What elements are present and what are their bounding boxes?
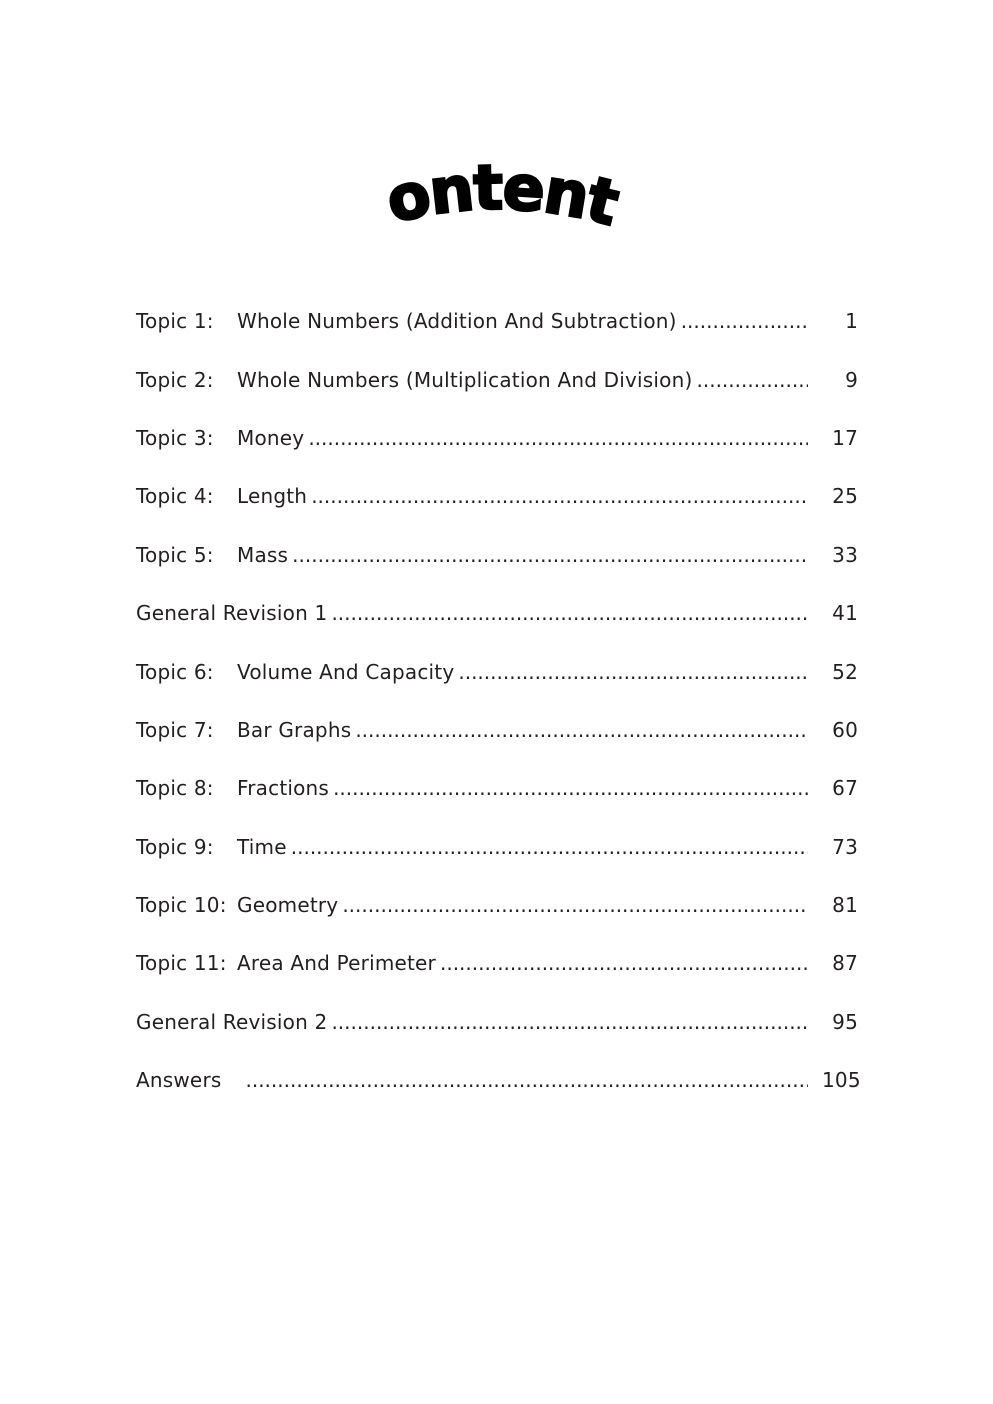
contents-heading-textpath: Contents (344, 92, 624, 240)
toc-topic-title: Length (237, 484, 308, 509)
toc-topic-label: Topic 2: (136, 367, 214, 392)
toc-dot-leader (355, 720, 808, 740)
toc-topic-title: Mass (237, 542, 289, 567)
table-of-contents (136, 292, 861, 1109)
toc-topic-title: Whole Numbers (Multiplication And Division) (237, 367, 693, 392)
toc-dot-leader (458, 662, 808, 682)
toc-row[interactable] (136, 818, 858, 876)
toc-page-number: 52 (832, 659, 858, 684)
toc-dot-leader (681, 311, 808, 331)
toc-row[interactable] (136, 701, 858, 759)
toc-topic-label: Topic 10: (136, 893, 227, 918)
toc-row[interactable] (136, 1051, 861, 1109)
toc-row[interactable] (136, 642, 858, 700)
toc-topic-label: Topic 9: (136, 834, 214, 859)
toc-row[interactable] (136, 292, 858, 350)
toc-dot-leader (697, 370, 809, 390)
toc-dot-leader (440, 953, 808, 973)
toc-topic-label: Topic 11: (136, 951, 227, 976)
toc-row[interactable] (136, 526, 858, 584)
toc-dot-leader (291, 837, 808, 857)
toc-section-label: Answers (136, 1068, 222, 1093)
toc-row[interactable] (136, 759, 858, 817)
toc-row[interactable] (136, 350, 858, 408)
toc-topic-title: Time (237, 834, 287, 859)
toc-page-number: 95 (832, 1009, 858, 1034)
toc-dot-leader (311, 486, 808, 506)
toc-topic-label: Topic 4: (136, 484, 214, 509)
toc-topic-label: Topic 8: (136, 776, 214, 801)
toc-page-number: 9 (845, 367, 858, 392)
toc-dot-leader (292, 545, 808, 565)
toc-row[interactable] (136, 467, 858, 525)
toc-topic-label: Topic 7: (136, 717, 214, 742)
toc-row[interactable] (136, 584, 858, 642)
toc-page-number: 87 (832, 951, 858, 976)
toc-section-label: General Revision 2 (136, 1009, 328, 1034)
toc-dot-leader (333, 778, 808, 798)
contents-heading (0, 92, 993, 250)
toc-dot-leader (308, 428, 808, 448)
toc-row[interactable] (136, 409, 858, 467)
toc-topic-title: Whole Numbers (Addition And Subtraction) (237, 309, 677, 334)
toc-topic-title: Fractions (237, 776, 330, 801)
toc-topic-title: Money (237, 425, 305, 450)
toc-dot-leader (245, 1070, 808, 1090)
toc-row[interactable] (136, 876, 858, 934)
toc-topic-label: Topic 5: (136, 542, 214, 567)
toc-dot-leader (342, 895, 808, 915)
contents-heading-text (345, 92, 625, 240)
toc-topic-title: Volume And Capacity (237, 659, 455, 684)
toc-topic-title: Area And Perimeter (237, 951, 436, 976)
toc-page-number: 105 (822, 1068, 861, 1093)
toc-topic-label: Topic 6: (136, 659, 214, 684)
toc-page-number: 25 (832, 484, 858, 509)
toc-page-number: 33 (832, 542, 858, 567)
toc-page-number: 17 (832, 425, 858, 450)
toc-page-number: 60 (832, 717, 858, 742)
toc-dot-leader (331, 1012, 808, 1032)
toc-topic-label: Topic 1: (136, 309, 214, 334)
toc-page-number: 81 (832, 893, 858, 918)
toc-page-number: 67 (832, 776, 858, 801)
toc-topic-label: Topic 3: (136, 425, 214, 450)
toc-row[interactable] (136, 934, 858, 992)
toc-page-number: 1 (845, 309, 858, 334)
toc-row[interactable] (136, 993, 858, 1051)
toc-page-number: 41 (832, 601, 858, 626)
toc-dot-leader (331, 603, 808, 623)
toc-topic-title: Geometry (237, 893, 339, 918)
contents-heading-art (344, 92, 627, 250)
toc-topic-title: Bar Graphs (237, 717, 352, 742)
toc-section-label: General Revision 1 (136, 601, 328, 626)
toc-page-number: 73 (832, 834, 858, 859)
